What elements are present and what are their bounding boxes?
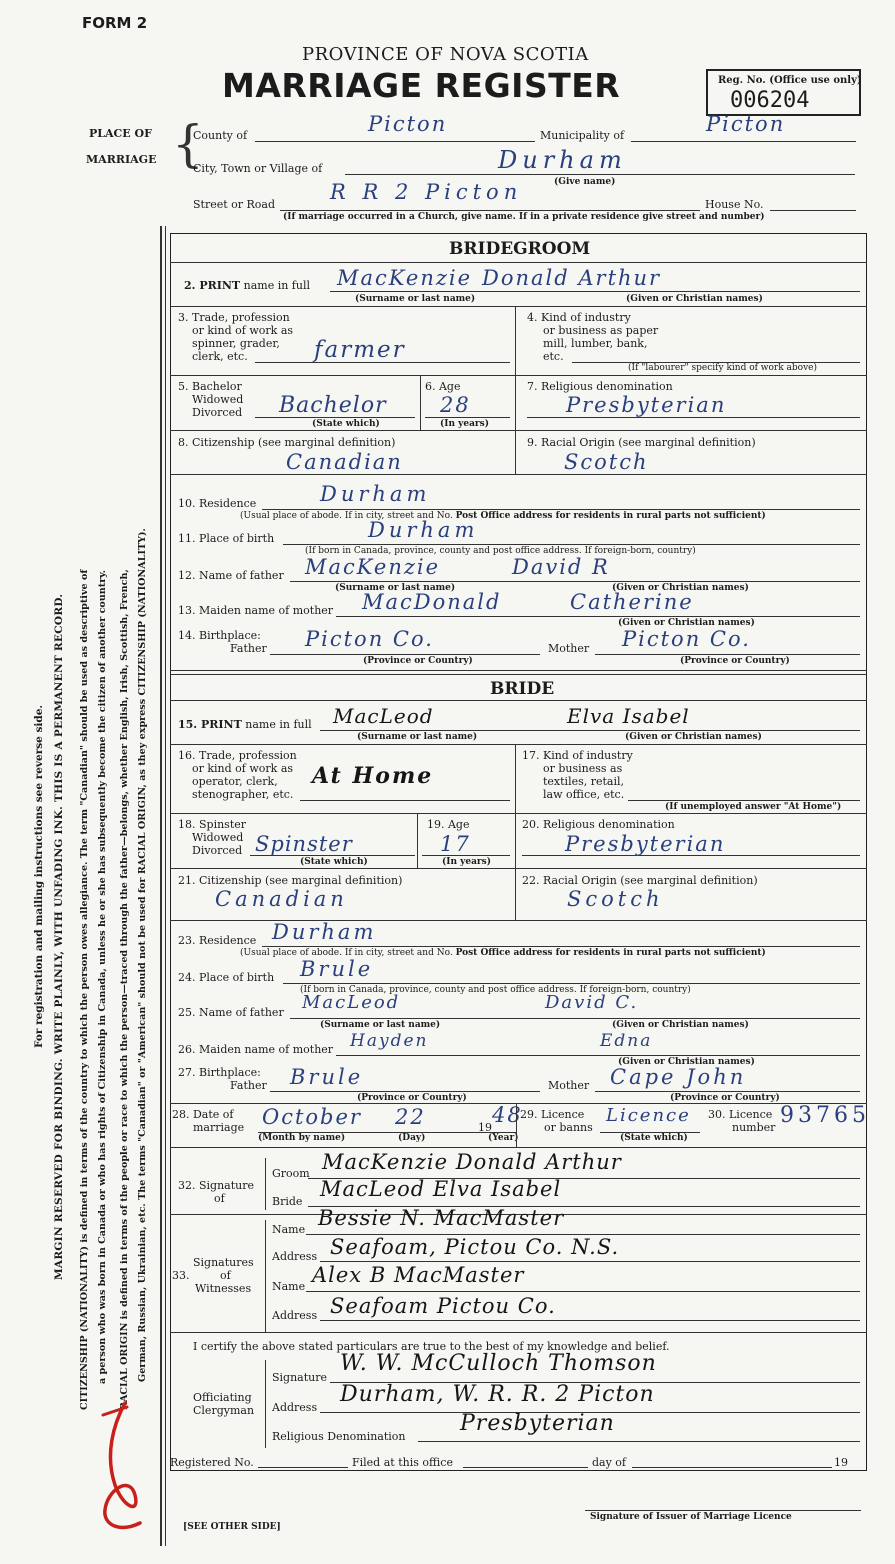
reg-number-box — [706, 69, 861, 116]
groom-age-caption: (In years) — [440, 419, 489, 429]
f3-label-1: 3. Trade, profession — [178, 311, 290, 324]
bride-age: 17 — [440, 832, 471, 856]
witness2-address: Seafoam Pictou Co. — [330, 1294, 556, 1318]
groom-father-surname-caption: (Surname or last name) — [335, 583, 456, 593]
licence-state-caption: (State which) — [620, 1133, 688, 1143]
bride-given: Elva Isabel — [567, 704, 690, 728]
groom-father-given-caption: (Given or Christian names) — [612, 583, 749, 593]
f10-label: 10. Residence — [178, 497, 257, 510]
groom-trade: farmer — [314, 337, 406, 363]
page-title: MARRIAGE REGISTER — [222, 66, 621, 105]
certify-text: I certify the above stated particulars are true to the best of my knowledge and belief. — [193, 1340, 670, 1353]
f33-label-3: Witnesses — [195, 1282, 252, 1295]
clergy-sig-label: Signature — [272, 1371, 328, 1384]
bride-residence-caption: (Usual place of abode. If in city, street and No. Post Office address for residents in rural parts not sufficient) — [240, 948, 766, 958]
see-other-side: [SEE OTHER SIDE] — [183, 1522, 281, 1532]
red-margin-mark — [85, 1395, 165, 1545]
f4-label-4: etc. — [543, 350, 564, 363]
reg-number-label: Reg. No. (Office use only) — [718, 75, 862, 86]
bride-mother-surname: Hayden — [350, 1031, 429, 1051]
f22-label: 22. Racial Origin (see marginal definition) — [522, 874, 758, 887]
f12-label: 12. Name of father — [178, 569, 284, 582]
bride-father-surname: MacLeod — [302, 992, 401, 1013]
marriage-year: 48 — [492, 1103, 523, 1127]
bride-birthplace: Brule — [300, 957, 374, 981]
bride-origin: Scotch — [567, 887, 664, 911]
bride-status: Spinster — [255, 832, 353, 856]
officiating-label-1: Officiating — [193, 1391, 252, 1404]
place-brace: { — [172, 115, 204, 173]
f11-label: 11. Place of birth — [178, 532, 275, 545]
street-label: Street or Road — [193, 198, 276, 211]
clergy-address-label: Address — [272, 1401, 318, 1414]
f13-label: 13. Maiden name of mother — [178, 604, 334, 617]
f33-label-2: of — [220, 1269, 231, 1282]
bride-mother-given-caption: (Given or Christian names) — [618, 1057, 755, 1067]
f30-label-1: 30. Licence — [708, 1108, 773, 1121]
bride-birth-caption: (If born in Canada, province, county and post office address. If foreign-born, country) — [300, 985, 691, 995]
f29-label-2: or banns — [544, 1121, 593, 1134]
bride-father-given: David C. — [545, 992, 639, 1013]
f18-label-2: Widowed — [192, 831, 244, 844]
margin-text-2: MARGIN RESERVED FOR BINDING. WRITE PLAINLY, WITH UNFADING INK. THIS IS A PERMANENT RECORD. — [53, 593, 65, 1280]
bride-mother-birthplace: Cape John — [610, 1065, 747, 1089]
f21-label: 21. Citizenship (see marginal definition) — [178, 874, 403, 887]
f28-label-1: 28. Date of — [172, 1108, 234, 1121]
f14-mother: Mother — [548, 642, 590, 655]
f2-label: 2. PRINT name in full — [184, 279, 310, 292]
nineteen-label: 19 — [834, 1456, 848, 1469]
bride-signature: MacLeod Elva Isabel — [320, 1177, 562, 1201]
clergy-signature: W. W. McCulloch Thomson — [340, 1351, 657, 1376]
bride-mother-given: Edna — [600, 1031, 653, 1051]
bride-age-caption: (In years) — [442, 857, 491, 867]
groom-sig-label: Groom — [272, 1167, 310, 1180]
day-of-label: day of — [592, 1456, 627, 1469]
month-caption: (Month by name) — [258, 1133, 346, 1143]
marriage-day: 22 — [395, 1105, 426, 1129]
reg-number-value: 006204 — [730, 88, 810, 113]
bride-heading: BRIDE — [490, 679, 555, 699]
groom-surname-caption: (Surname or last name) — [355, 294, 476, 304]
f26-label: 26. Maiden name of mother — [178, 1043, 334, 1056]
f32-label-2: of — [214, 1192, 225, 1205]
year-caption: (Year) — [488, 1133, 519, 1143]
f7-label: 7. Religious denomination — [527, 380, 673, 393]
form-number: FORM 2 — [82, 14, 148, 32]
bride-religion: Presbyterian — [565, 832, 726, 856]
f5-label-3: Divorced — [192, 406, 243, 419]
f3-label-4: clerk, etc. — [192, 350, 248, 363]
bride-surname: MacLeod — [333, 704, 434, 728]
filed-label: Filed at this office — [352, 1456, 453, 1469]
f20-label: 20. Religious denomination — [522, 818, 675, 831]
f5-label-2: Widowed — [192, 393, 244, 406]
bride-sig-label: Bride — [272, 1195, 303, 1208]
county-label: County of — [193, 129, 248, 142]
groom-given: Donald Arthur — [482, 266, 662, 290]
bride-given-caption: (Given or Christian names) — [625, 732, 762, 742]
f29-label-1: 29. Licence — [520, 1108, 585, 1121]
f17-label-2: or business as — [543, 762, 623, 775]
groom-mother-given: Catherine — [570, 590, 694, 614]
clergy-religion-label: Religious Denomination — [272, 1430, 406, 1443]
street-value: R R 2 Picton — [330, 180, 523, 204]
margin-text-4: a person who was born in Canada or who has rights of Citizenship in Canada, unless he or she has subsequently become the citizen of another country. — [97, 569, 108, 1384]
day-caption: (Day) — [398, 1133, 426, 1143]
county-value: Picton — [368, 112, 448, 136]
groom-father-given: David R — [512, 555, 610, 579]
groom-father-prov-caption: (Province or Country) — [363, 656, 473, 666]
bride-father-surname-caption: (Surname or last name) — [320, 1020, 441, 1030]
give-name-caption: (Give name) — [554, 177, 616, 187]
f4-label-2: or business as paper — [543, 324, 659, 337]
province-heading: PROVINCE OF NOVA SCOTIA — [302, 44, 589, 65]
w2-address-label: Address — [272, 1309, 318, 1322]
groom-state-caption: (State which) — [312, 419, 380, 429]
groom-signature: MacKenzie Donald Arthur — [322, 1150, 622, 1174]
groom-citizenship: Canadian — [286, 450, 403, 474]
groom-father-birthplace: Picton Co. — [305, 627, 434, 651]
bride-trade: At Home — [312, 763, 434, 789]
groom-given-caption: (Given or Christian names) — [626, 294, 763, 304]
f17-caption: (If unemployed answer "At Home") — [665, 802, 842, 812]
city-value: Durham — [498, 146, 627, 174]
groom-residence-caption: (Usual place of abode. If in city, street and No. Post Office address for residents in rural parts not sufficient) — [240, 511, 766, 521]
f30-label-2: number — [732, 1121, 776, 1134]
licence-number: 93765 — [780, 1103, 870, 1128]
witness1-address: Seafoam, Pictou Co. N.S. — [330, 1235, 620, 1259]
f4-label-1: 4. Kind of industry — [527, 311, 631, 324]
f23-label: 23. Residence — [178, 934, 257, 947]
margin-text-1: For registration and mailing instructions see reverse side. — [33, 704, 45, 1048]
f27-father: Father — [230, 1079, 267, 1092]
f4-label-3: mill, lumber, bank, — [543, 337, 648, 350]
groom-birthplace: Durham — [368, 518, 479, 542]
house-label: House No. — [705, 198, 764, 211]
f3-label-3: spinner, grader, — [192, 337, 280, 350]
groom-father-surname: MacKenzie — [305, 555, 441, 579]
bride-state-caption: (State which) — [300, 857, 368, 867]
groom-age: 28 — [440, 393, 471, 417]
witness1-name: Bessie N. MacMaster — [318, 1206, 565, 1230]
bride-father-birthplace: Brule — [290, 1065, 364, 1089]
bride-residence: Durham — [272, 920, 377, 944]
marriage-year-prefix: 19 — [478, 1121, 492, 1134]
f16-label-4: stenographer, etc. — [192, 788, 294, 801]
f15-label: 15. PRINT name in full — [178, 718, 312, 731]
municipality-value: Picton — [706, 112, 786, 136]
clergy-religion: Presbyterian — [460, 1411, 615, 1436]
bride-surname-caption: (Surname or last name) — [357, 732, 478, 742]
bride-father-prov-caption: (Province or Country) — [357, 1093, 467, 1103]
f6-label: 6. Age — [425, 380, 461, 393]
f19-label: 19. Age — [427, 818, 470, 831]
clergy-address: Durham, W. R. R. 2 Picton — [340, 1382, 655, 1407]
marriage-month: October — [262, 1105, 362, 1129]
licence-type: Licence — [606, 1105, 691, 1126]
margin-text-6: German, Russian, Ukrainian, etc. The terms "Canadian" or "American" should not be used for RACIAL ORIGIN, as they express CITIZENSHIP (NATIONALITY). — [137, 528, 148, 1382]
f18-label-1: 18. Spinster — [178, 818, 247, 831]
f33-no: 33. — [172, 1269, 190, 1282]
f8-label: 8. Citizenship (see marginal definition) — [178, 436, 396, 449]
f25-label: 25. Name of father — [178, 1006, 284, 1019]
groom-mother-surname: MacDonald — [362, 590, 502, 614]
f17-label-1: 17. Kind of industry — [522, 749, 633, 762]
f16-label-1: 16. Trade, profession — [178, 749, 297, 762]
f27-label: 27. Birthplace: — [178, 1066, 261, 1079]
f5-label-1: 5. Bachelor — [178, 380, 242, 393]
registered-no-label: Registered No. — [170, 1456, 254, 1469]
groom-mother-prov-caption: (Province or Country) — [680, 656, 790, 666]
bride-mother-prov-caption: (Province or Country) — [670, 1093, 780, 1103]
bride-citizenship: Canadian — [215, 887, 348, 911]
margin-text-3: CITIZENSHIP (NATIONALITY) is defined in terms of the country to which the person owes allegiance. The term "Canadian" should be used as descriptive of — [79, 569, 90, 1410]
place-note: (If marriage occurred in a Church, give name. If in a private residence give street and number) — [283, 212, 765, 222]
f17-label-3: textiles, retail, — [543, 775, 625, 788]
witness2-name: Alex B MacMaster — [312, 1263, 525, 1287]
f3-label-2: or kind of work as — [192, 324, 294, 337]
w2-name-label: Name — [272, 1280, 306, 1293]
place-title-1: PLACE OF — [89, 127, 152, 140]
f28-label-2: marriage — [193, 1121, 245, 1134]
f24-label: 24. Place of birth — [178, 971, 275, 984]
w1-address-label: Address — [272, 1250, 318, 1263]
officiating-label-2: Clergyman — [193, 1404, 255, 1417]
f9-label: 9. Racial Origin (see marginal definition) — [527, 436, 756, 449]
groom-religion: Presbyterian — [566, 393, 727, 417]
bridegroom-heading: BRIDEGROOM — [449, 239, 591, 259]
groom-mother-birthplace: Picton Co. — [622, 627, 751, 651]
groom-birth-caption: (If born in Canada, province, county and post office address. If foreign-born, country) — [305, 546, 696, 556]
f16-label-2: or kind of work as — [192, 762, 294, 775]
groom-surname: MacKenzie — [337, 266, 473, 290]
groom-mother-given-caption: (Given or Christian names) — [618, 618, 755, 628]
f14-label: 14. Birthplace: — [178, 629, 261, 642]
f32-label-1: 32. Signature — [178, 1179, 255, 1192]
margin-text-5: RACIAL ORIGIN is defined in terms of the people or race to which the person—traced through the father—belongs, whether English, Irish, Scottish, French, — [119, 569, 130, 1410]
groom-origin: Scotch — [564, 450, 649, 474]
f14-father: Father — [230, 642, 267, 655]
f16-label-3: operator, clerk, — [192, 775, 278, 788]
w1-name-label: Name — [272, 1223, 306, 1236]
municipality-label: Municipality of — [540, 129, 625, 142]
groom-residence: Durham — [320, 482, 431, 506]
city-label: City, Town or Village of — [193, 162, 323, 175]
f18-label-3: Divorced — [192, 844, 243, 857]
groom-status: Bachelor — [279, 393, 387, 418]
f27-mother: Mother — [548, 1079, 590, 1092]
f17-label-4: law office, etc. — [543, 788, 625, 801]
f33-label-1: Signatures — [193, 1256, 254, 1269]
issuer-caption: Signature of Issuer of Marriage Licence — [590, 1512, 792, 1522]
f4-caption: (If "labourer" specify kind of work above) — [628, 363, 818, 373]
place-title-2: MARRIAGE — [86, 153, 157, 166]
bride-father-given-caption: (Given or Christian names) — [612, 1020, 749, 1030]
